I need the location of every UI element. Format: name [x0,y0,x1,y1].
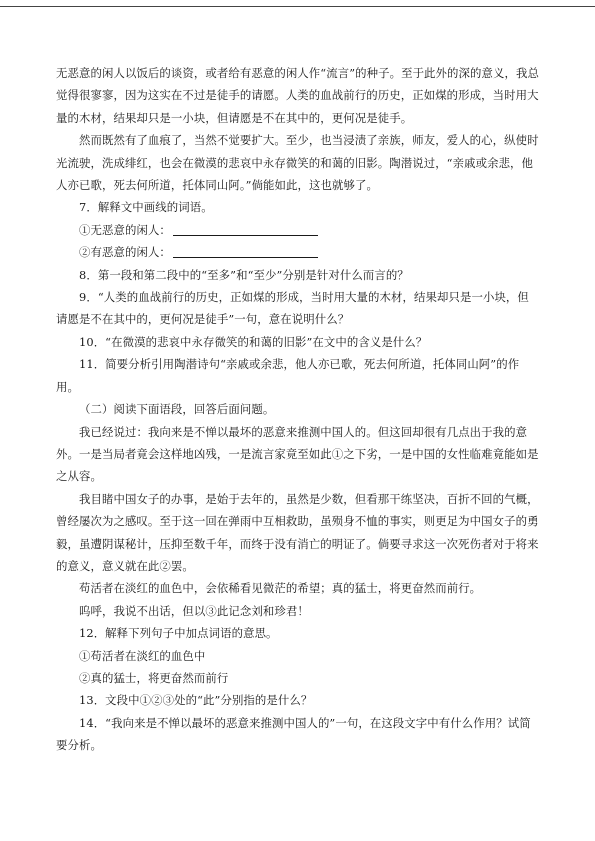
header-rule [0,6,595,7]
question-7-item-2 [56,241,540,263]
question-12-item-2: ②真的猛士，将更奋然而前行 [79,670,229,685]
question-7-item-1-label: ①无恶意的闲人： [79,222,171,237]
question-14: 14．“我向来是不惮以最坏的恶意来推测中国人的”一句，在这段文字中有什么作用？试简要分析。 [56,715,531,753]
passage1-paragraph-2: 然而既然有了血痕了，当然不觉要扩大。至少，也当浸渍了亲族，师友，爱人的心，纵使时光流驶，洗成绯红，也会在微漠的悲哀中永存微笑的和蔼的旧影。陶潜说过，“亲戚或余悲，他人亦已歌，死去何所道，托体同山阿。”倘能如此，这也就够了。 [56,133,539,193]
question-7-item-2-label: ②有恶意的闲人： [79,245,171,260]
answer-blank-2[interactable] [173,245,318,258]
passage2-paragraph-1: 我已经说过：我向来是不惮以最坏的恶意来推测中国人的。但这回却很有几点出于我的意外。一是当局者竟会这样地凶残，一是流言家竟至如此①之下劣，一是中国的女性临难竟能如是之从容。 [56,424,539,484]
document-body [56,62,540,757]
question-10: 10．“在微漠的悲哀中永存微笑的和蔼的旧影”在文中的含义是什么？ [79,334,428,349]
question-9: 9．“人类的血战前行的历史，正如煤的形成，当时用大量的木材，结果却只是一小块，但请愿是不在其中的，更何况是徒手”一句，意在说明什么？ [56,290,529,327]
question-7: 7．解释文中画线的词语。 [79,200,213,215]
passage2-paragraph-3: 苟活者在淡红的血色中，会依稀看见微茫的希望；真的猛士，将更奋然而前行。 [79,581,482,596]
section-2-heading: （二）阅读下面语段，回答后面问题。 [79,402,275,417]
answer-blank-1[interactable] [173,223,318,236]
question-8: 8．第一段和第二段中的“至多”和“至少”分别是针对什么而言的？ [79,267,409,282]
passage1-paragraph-1: 无恶意的闲人以饭后的谈资，或者给有恶意的闲人作“流言”的种子。至于此外的深的意义，我总觉得很寥寥，因为这实在不过是徒手的请愿。人类的血战前行的历史，正如煤的形成，当时用大量的木材，结果却只是一小块，但请愿是不在其中的，更何况是徒手。 [56,66,539,125]
question-13: 13．文段中①②③处的“此”分别指的是什么？ [79,693,313,708]
passage2-paragraph-2: 我目睹中国女子的办事，是始于去年的，虽然是少数，但看那干练坚决，百折不回的气概，曾经屡次为之感叹。至于这一回在弹雨中互相救助，虽殒身不恤的事实，则更足为中国女子的勇毅，虽遭阴谋秘计，压抑至数千年，而终于没有消亡的明证了。倘要寻求这一次死伤者对于将来的意义，意义就在此②罢。 [56,491,539,573]
passage2-paragraph-4: 呜呼，我说不出话，但以③此记念刘和珍君！ [79,603,309,618]
question-11: 11．简要分析引用陶潜诗句“亲戚或余悲，他人亦已歌，死去何所道，托体同山阿”的作用。 [56,357,520,394]
question-7-item-1 [56,219,540,241]
question-12-item-1: ①苟活者在淡红的血色中 [79,648,206,663]
question-12: 12．解释下列句子中加点词语的意思。 [79,626,278,641]
